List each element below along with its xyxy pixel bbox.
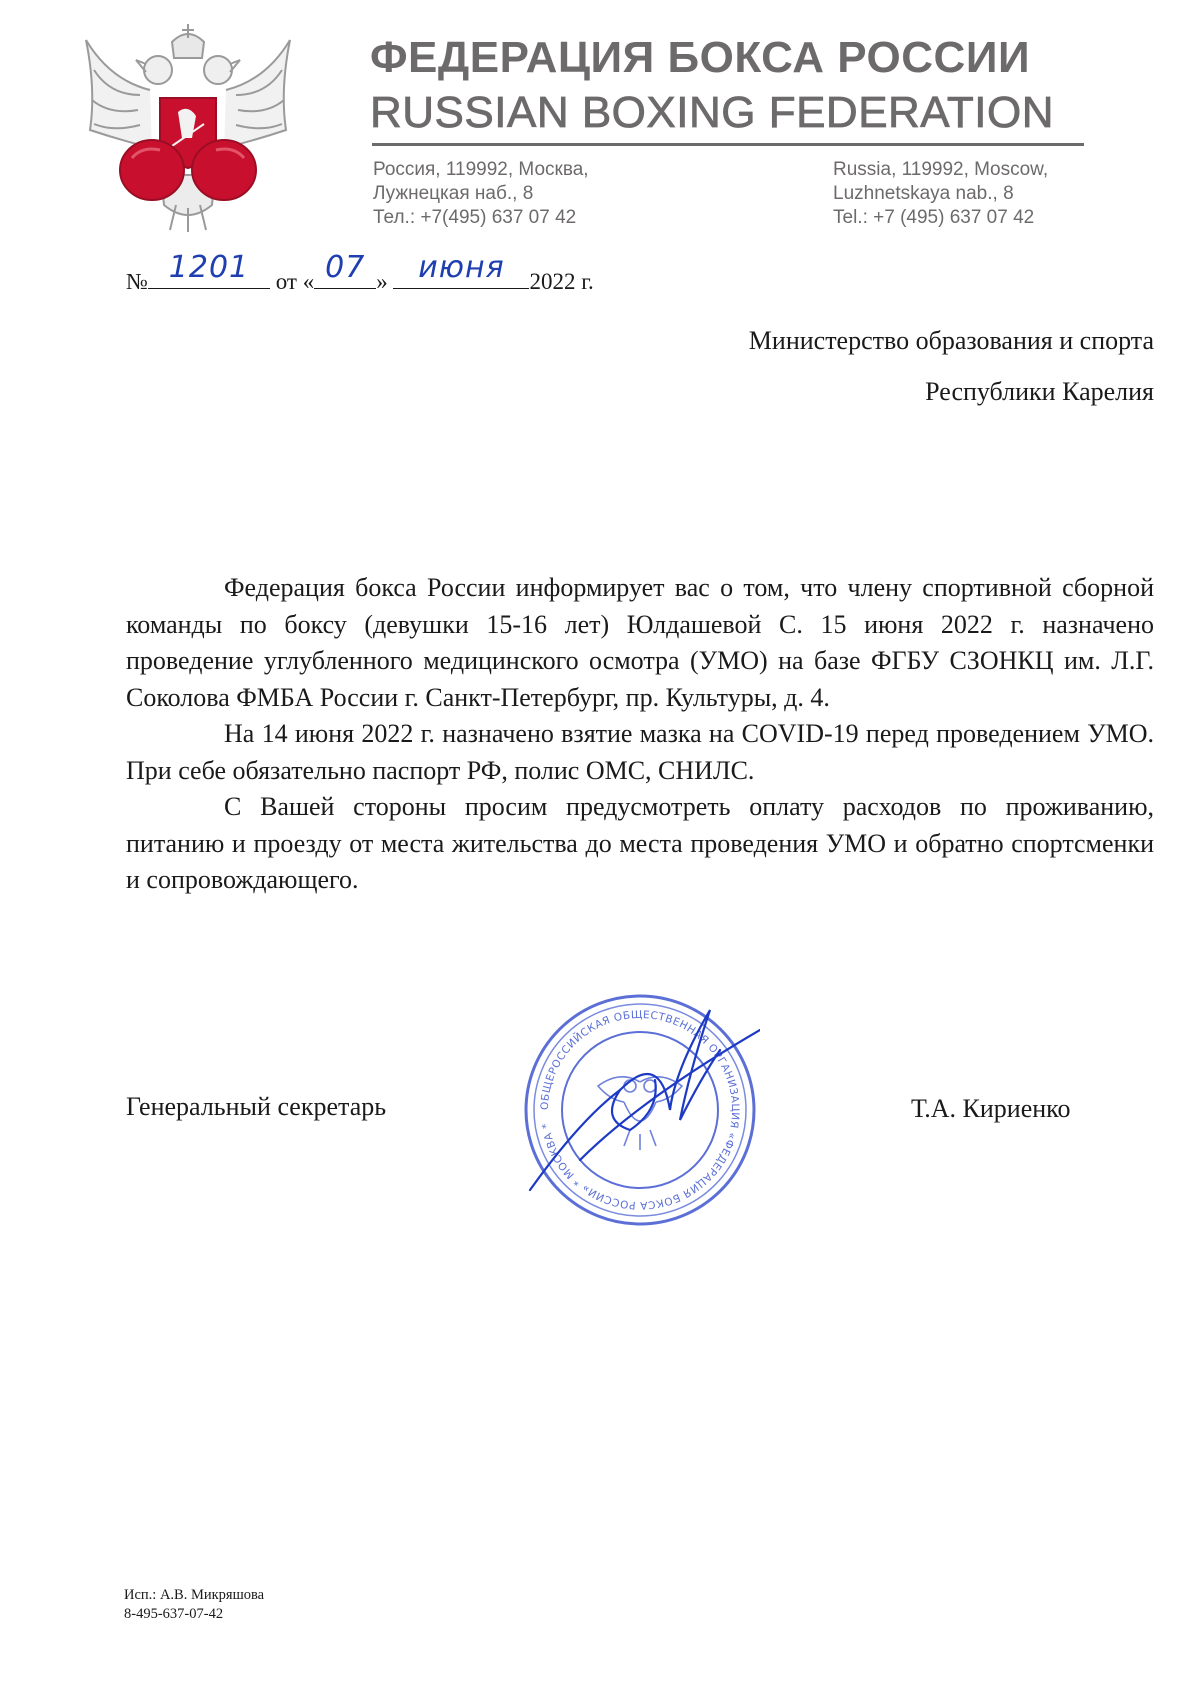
number-prefix: № <box>126 269 148 294</box>
addressee-line-1: Министерство образования и спорта <box>748 326 1154 355</box>
address-en-line-3: Tel.: +7 (495) 637 07 42 <box>833 207 1035 228</box>
letter-body <box>126 570 1154 899</box>
address-en-line-1: Russia, 119992, Moscow, <box>833 159 1049 180</box>
reference-line <box>126 250 594 295</box>
month-blank <box>393 250 529 289</box>
day-blank <box>314 250 376 289</box>
body-paragraph-1: Федерация бокса России информирует вас о том, что члену спортивной сборной команды по боксу (девушки 15-16 лет) Юлдашевой С. 15 июня 2022 г. назначено проведение углубленного медицинского осмотра (УМО) на базе ФГБУ СЗОНКЦ им. Л.Г. Соколова ФМБА России г. Санкт-Петербург, пр. Культуры, д. 4. <box>126 573 1154 712</box>
letterhead-divider <box>372 143 1084 146</box>
body-paragraph-3: С Вашей стороны просим предусмотреть оплату расходов по проживанию, питанию и проезду от места жительства до места проведения УМО и обратно спортсменки и сопровождающего. <box>126 792 1154 894</box>
address-en-line-2: Luzhnetskaya nab., 8 <box>833 183 1014 204</box>
handwritten-day: 07 <box>325 250 366 285</box>
signatory-name: Т.А. Кириенко <box>911 1094 1071 1123</box>
signatory-title: Генеральный секретарь <box>126 1092 387 1121</box>
double-headed-eagle-emblem-icon <box>80 20 296 234</box>
from-label: от « <box>275 269 315 294</box>
address-en <box>833 158 1048 230</box>
body-paragraph-2: На 14 июня 2022 г. назначено взятие мазка на COVID-19 перед проведением УМО. При себе обязательно паспорт РФ, полис ОМС, СНИЛС. <box>126 719 1154 785</box>
organization-seal-stamp-icon <box>520 990 760 1230</box>
executor-phone: 8-495-637-07-42 <box>124 1606 224 1622</box>
number-blank <box>148 250 270 289</box>
executor-name: Исп.: А.В. Микряшова <box>124 1587 265 1603</box>
handwritten-month: июня <box>418 250 505 285</box>
stamp-text: ОБЩЕРОССИЙСКАЯ ОБЩЕСТВЕННАЯ ОРГАНИЗАЦИЯ «ФЕДЕРАЦИЯ БОКСА РОССИИ» * МОСКВА * <box>538 1008 742 1212</box>
federation-title-ru: ФЕДЕРАЦИЯ БОКСА РОССИИ <box>370 33 1031 82</box>
address-ru-line-1: Россия, 119992, Москва, <box>373 159 589 180</box>
handwritten-number: 1201 <box>168 250 250 285</box>
address-ru <box>373 158 589 230</box>
address-ru-line-3: Тел.: +7(495) 637 07 42 <box>373 207 577 228</box>
day-close: » <box>376 269 388 294</box>
addressee-line-2: Республики Карелия <box>925 377 1154 406</box>
address-ru-line-2: Лужнецкая наб., 8 <box>373 183 534 204</box>
federation-title-en: RUSSIAN BOXING FEDERATION <box>370 88 1054 137</box>
year-suffix: 2022 г. <box>529 269 594 294</box>
